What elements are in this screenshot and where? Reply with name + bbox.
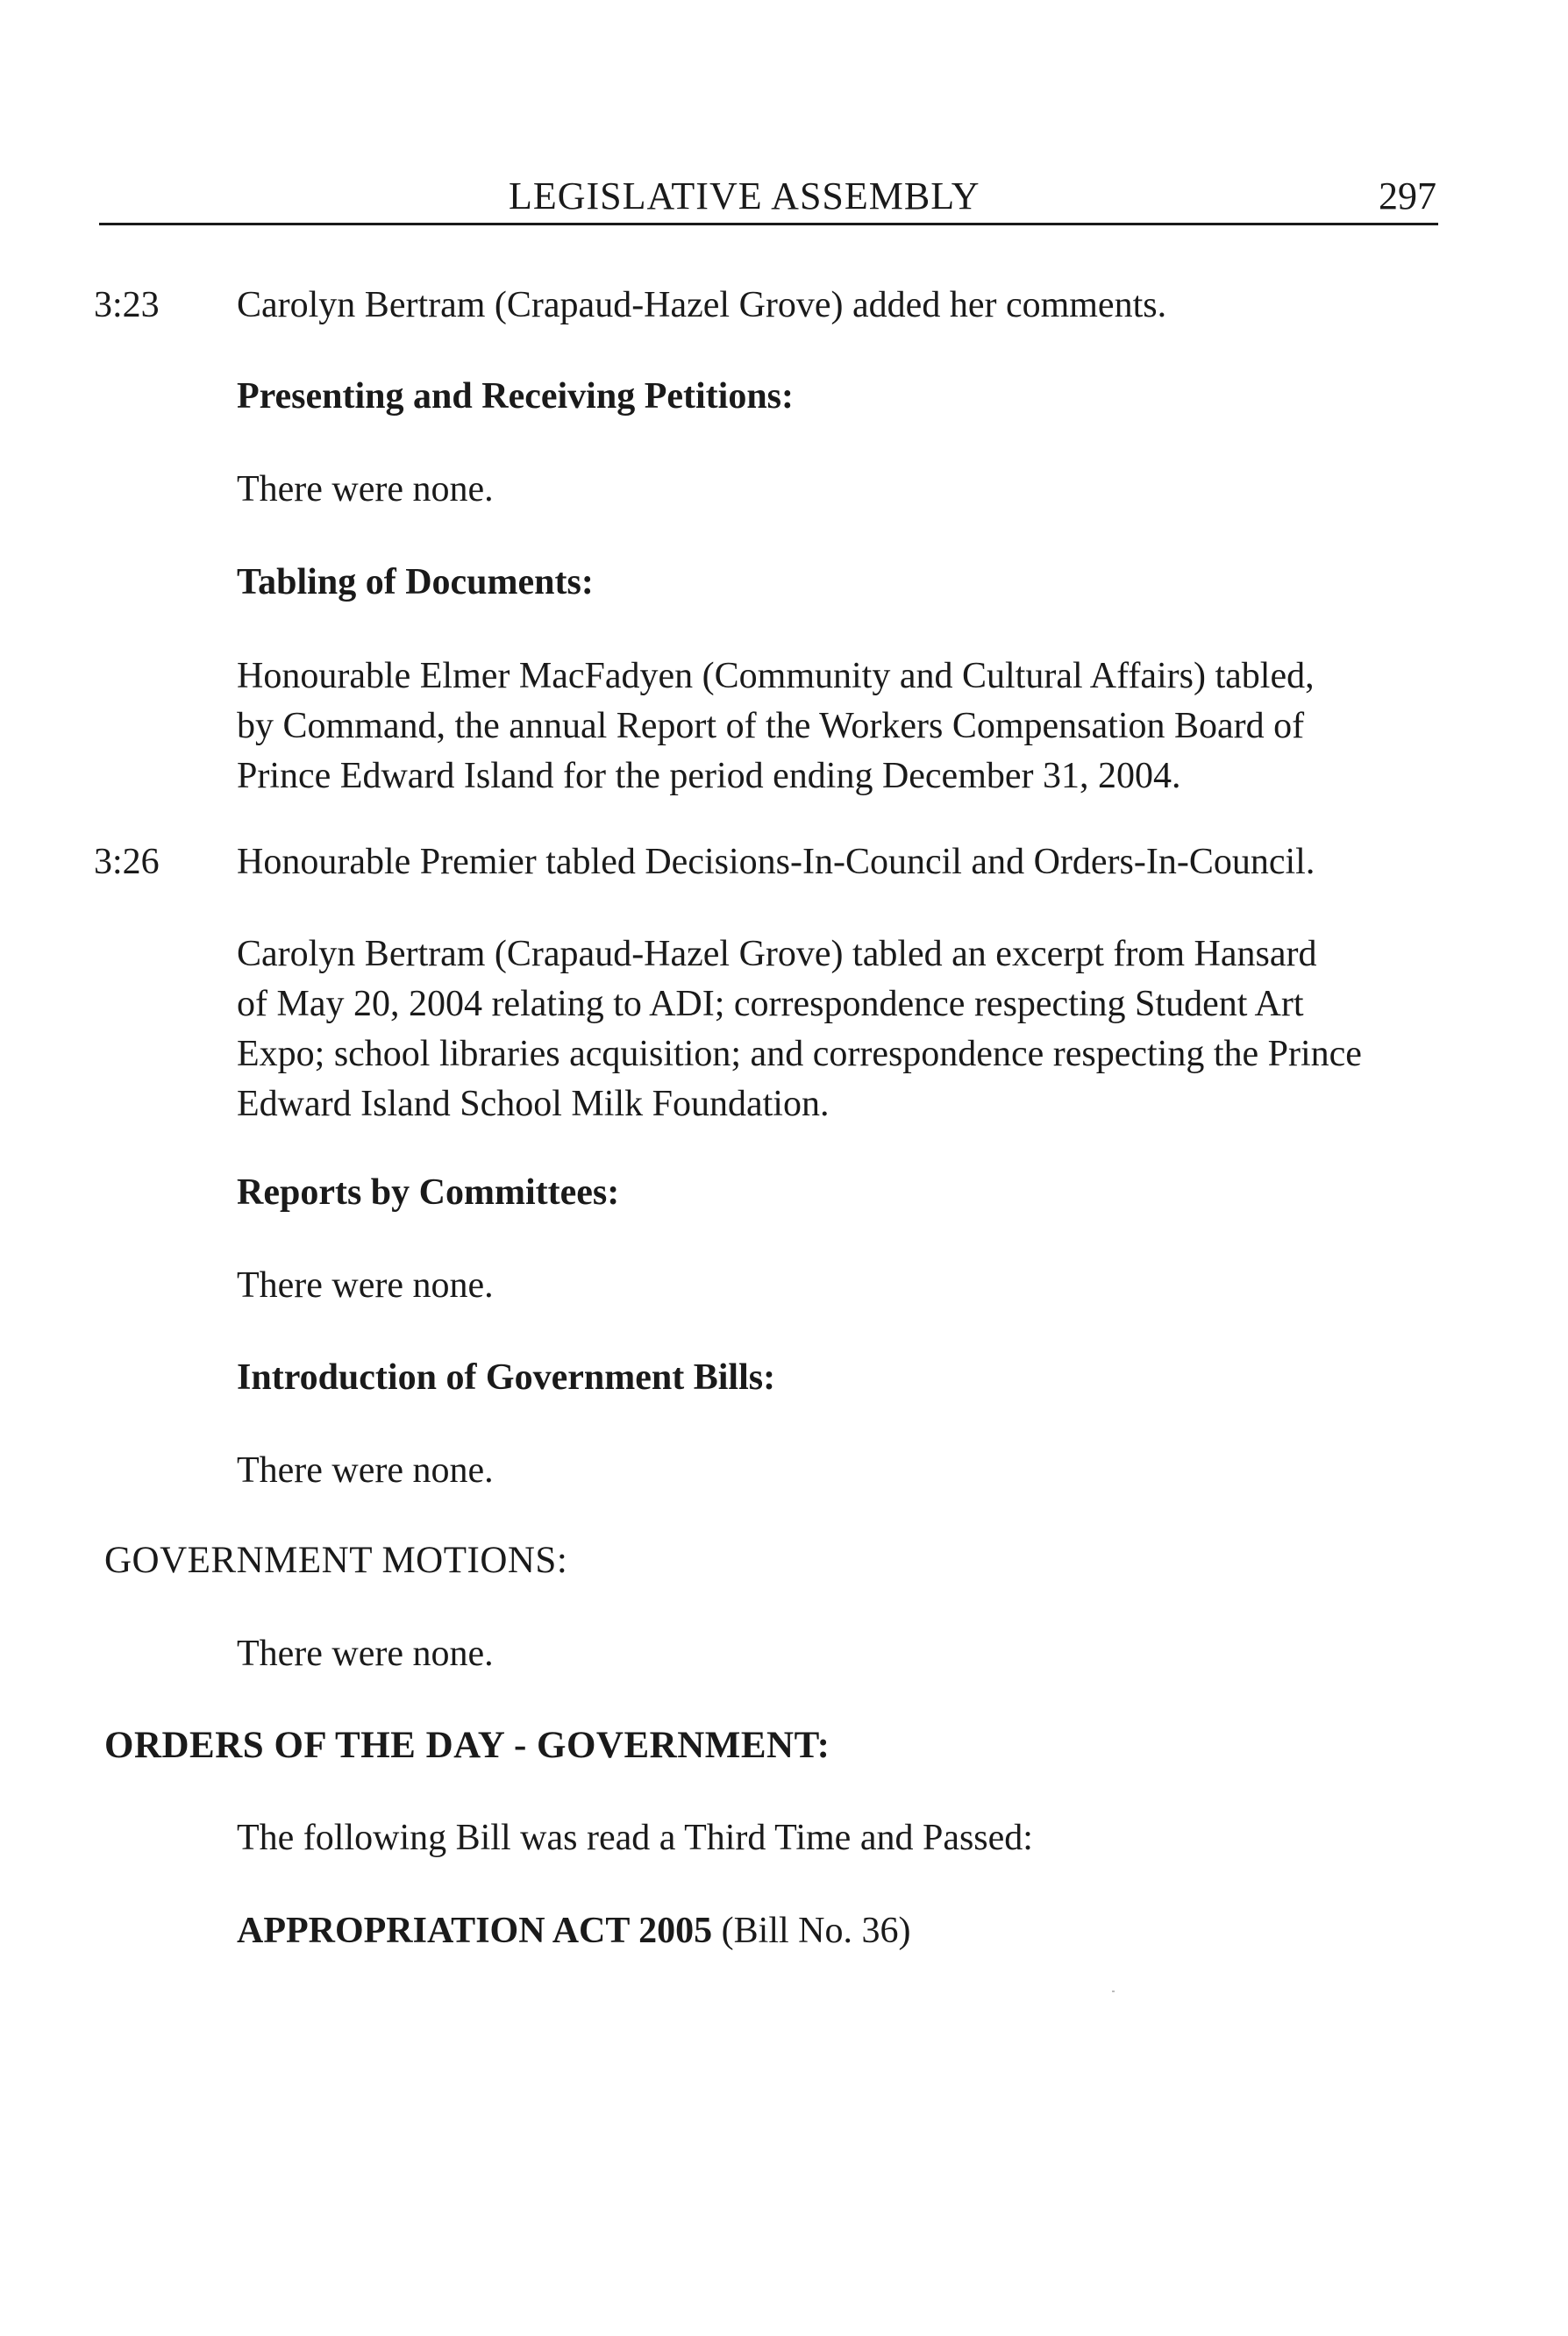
paragraph-line: by Command, the annual Report of the Workers Compensation Board of bbox=[237, 706, 1305, 746]
paragraph-line: Honourable Elmer MacFadyen (Community and Cultural Affairs) tabled, bbox=[237, 656, 1315, 696]
paragraph-line: of May 20, 2004 relating to ADI; correspondence respecting Student Art bbox=[237, 984, 1304, 1024]
paragraph-line: Edward Island School Milk Foundation. bbox=[237, 1084, 830, 1124]
paragraph-line: Carolyn Bertram (Crapaud-Hazel Grove) tabled an excerpt from Hansard bbox=[237, 934, 1317, 974]
entry-text: Carolyn Bertram (Crapaud-Hazel Grove) added her comments. bbox=[237, 285, 1167, 325]
header-rule bbox=[99, 223, 1438, 225]
section-heading-reports: Reports by Committees: bbox=[237, 1172, 620, 1213]
orders-text: The following Bill was read a Third Time and Passed: bbox=[237, 1818, 1033, 1858]
major-heading-government-motions: GOVERNMENT MOTIONS: bbox=[104, 1540, 568, 1581]
tabling-paragraph-2 bbox=[237, 929, 1443, 1129]
bill-line bbox=[237, 1906, 910, 1955]
entry-time: 3:23 bbox=[94, 285, 160, 325]
running-header-title: LEGISLATIVE ASSEMBLY bbox=[509, 174, 980, 217]
government-motions-text: There were none. bbox=[237, 1634, 494, 1674]
entry-time: 3:26 bbox=[94, 842, 160, 882]
bill-number: (Bill No. 36) bbox=[712, 1911, 911, 1951]
introduction-text: There were none. bbox=[237, 1450, 494, 1491]
major-heading-orders-of-the-day: ORDERS OF THE DAY - GOVERNMENT: bbox=[104, 1725, 830, 1766]
reports-text: There were none. bbox=[237, 1265, 494, 1306]
paragraph-line: Prince Edward Island for the period ending December 31, 2004. bbox=[237, 756, 1181, 796]
entry-text: Honourable Premier tabled Decisions-In-Council and Orders-In-Council. bbox=[237, 842, 1315, 882]
tabling-paragraph-1 bbox=[237, 652, 1443, 801]
section-heading-introduction: Introduction of Government Bills: bbox=[237, 1357, 776, 1398]
petitions-text: There were none. bbox=[237, 469, 494, 509]
scan-speck bbox=[1112, 1991, 1115, 1992]
section-heading-tabling: Tabling of Documents: bbox=[237, 562, 594, 602]
paragraph-line: Expo; school libraries acquisition; and correspondence respecting the Prince bbox=[237, 1034, 1362, 1074]
page-number: 297 bbox=[1379, 174, 1436, 217]
section-heading-petitions: Presenting and Receiving Petitions: bbox=[237, 376, 795, 417]
bill-name: APPROPRIATION ACT 2005 bbox=[237, 1911, 713, 1951]
